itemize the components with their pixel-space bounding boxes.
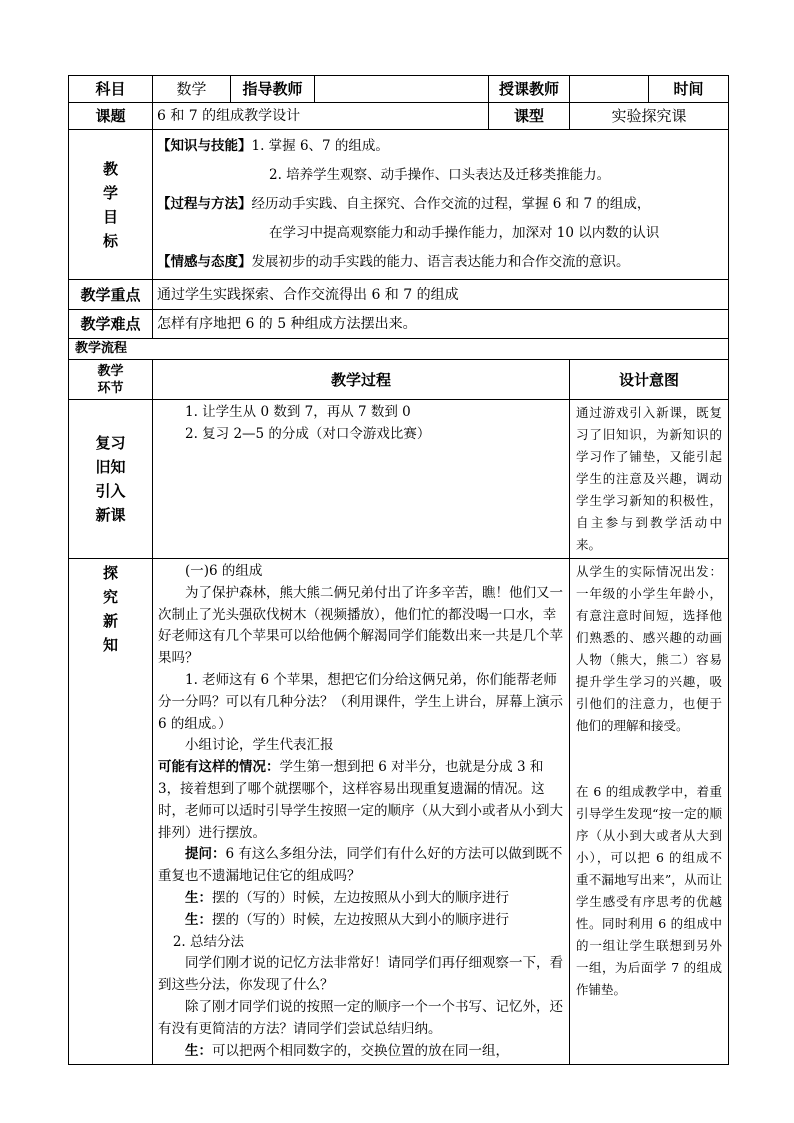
process-line-1: 经历动手实践、自主探究、合作交流的过程，掌握 6 和 7 的组成， xyxy=(251,196,651,212)
process-header: 教学过程 xyxy=(153,360,570,400)
explore-stage: 探 究 新 知 xyxy=(69,559,153,1065)
intent-header: 设计意图 xyxy=(570,360,729,400)
difficulty-label: 教学难点 xyxy=(69,310,153,339)
emotion-line-1: 发展初步的动手实践的能力、语言表达能力和合作交流的意识。 xyxy=(251,254,630,270)
advisor-value xyxy=(315,76,489,103)
flow-title: 教学流程 xyxy=(69,339,729,360)
goals-label: 教 学 目 标 xyxy=(69,130,153,280)
type-value: 实验探究课 xyxy=(570,103,729,130)
difficulty-value: 怎样有序地把 6 的 5 种组成方法摆出来。 xyxy=(153,310,729,339)
topic-label: 课题 xyxy=(69,103,153,130)
explore-intent-2: 在 6 的组成教学中，着重引导学生发现“按一定的顺序（从小到大或者从大到小），可以把 6 的组成不重不漏地写出来”，从而让学生感受有序思考的优越性。同时利用 6 的组成中的一组让学生联想到另外一组，为后面学 7 的组成作铺垫。 xyxy=(576,784,723,997)
explore-process: (一)6 的组成 为了保护森林，熊大熊二俩兄弟付出了许多辛苦，瞧！他们又一次制止了光头强砍伐树木（视频播放），他们忙的都没喝一口水，幸好老师这有几个苹果可以给他俩个解渴同学们能数出来一共是几个苹果吗？ 1. 老师这有 6 个苹果，想把它们分给这俩兄弟，你们能帮老师分一分吗？可以有几种分法？（利用课件，学生上讲台，屏幕上演示 6 的组成。） 小组讨论，学生代表汇报 可能有这样的情况：学生第一想到把 6 对半分，也就是分成 3 和 3，接着想到了哪个就摆哪个，这样容易出现重复遗漏的情况。这时，老师可以适时引导学生按照一定的顺序（从大到小或者从小到大排列）进行摆放。 提问：6 有这么多组分法，同学们有什么好的方法可以做到既不重复也不遗漏地记住它的组成吗？ 生：摆的（写的）时候，左边按照从小到大的顺序进行 生：摆的（写的）时候，左边按照从大到小的顺序进行 2. 总结分法 同学们刚才说的记忆方法非常好！请同学们再仔细观察一下，看到这些分法，你发现了什么？ 除了刚才同学们说的按照一定的顺序一个一个书写、记忆外，还有没有更简洁的方法？请同学们尝试总结归纳。 生：可以把两个相同数字的，交换位置的放在同一组， xyxy=(153,559,570,1065)
subject-value: 数学 xyxy=(153,76,231,103)
topic-value: 6 和 7 的组成教学设计 xyxy=(153,103,489,130)
explore-intent xyxy=(570,559,729,1065)
process-line-2: 在学习中提高观察能力和动手操作能力，加深对 10 以内数的认识 xyxy=(269,225,660,241)
type-label: 课型 xyxy=(489,103,570,130)
review-line-1: 1. 让学生从 0 数到 7，再从 7 数到 0 xyxy=(185,404,411,420)
time-label: 时间 xyxy=(649,76,729,103)
knowledge-line-1: 1. 掌握 6、7 的组成。 xyxy=(251,138,389,154)
review-line-2: 2. 复习 2—5 的分成（对口令游戏比赛） xyxy=(185,425,431,442)
key-point-label: 教学重点 xyxy=(69,280,153,310)
teacher-label: 授课教师 xyxy=(489,76,570,103)
knowledge-tag: 【知识与技能】 xyxy=(157,138,252,154)
explore-intent-1: 从学生的实际情况出发：一年级的小学生年龄小，有意注意时间短，选择他们熟悉的、感兴趣的动画人物（熊大，熊二）容易提升学生学习的兴趣，吸引他们的注意力，也便于他们的理解和接受。 xyxy=(576,564,723,733)
review-intent: 通过游戏引入新课，既复习了旧知识，为新知识的学习作了铺垫，又能引起学生的注意及兴趣，调动学生学习新知的积极性，自主参与到教学活动中来。 xyxy=(570,400,729,559)
review-stage: 复习 旧知 引入 新课 xyxy=(69,400,153,559)
process-tag: 【过程与方法】 xyxy=(157,196,252,212)
goals-content xyxy=(153,130,729,280)
review-process xyxy=(153,400,570,559)
knowledge-line-2: 2. 培养学生观察、动手操作、口头表达及迁移类推能力。 xyxy=(269,167,611,183)
advisor-label: 指导教师 xyxy=(231,76,315,103)
subject-label: 科目 xyxy=(69,76,153,103)
stage-header: 教学 环节 xyxy=(69,360,153,400)
key-point-value: 通过学生实践探索、合作交流得出 6 和 7 的组成 xyxy=(153,280,729,310)
lesson-plan-table xyxy=(68,75,729,1065)
emotion-tag: 【情感与态度】 xyxy=(157,254,252,270)
teacher-value xyxy=(570,76,649,103)
